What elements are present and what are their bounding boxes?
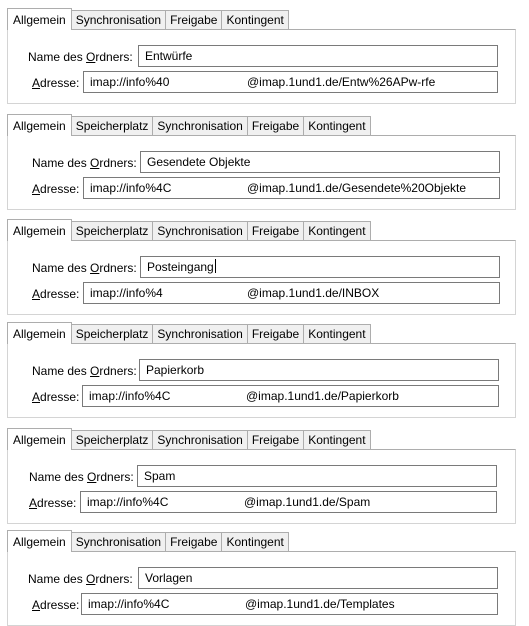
tab-content <box>7 449 516 524</box>
tab-kontingent[interactable]: Kontingent <box>221 532 288 552</box>
address-prefix: imap://info%40 <box>90 75 170 89</box>
text-cursor <box>215 259 216 273</box>
address-field[interactable] <box>83 177 500 199</box>
tab-freigabe[interactable]: Freigabe <box>247 221 304 241</box>
address-suffix: @imap.1und1.de/Templates <box>245 597 395 611</box>
tab-allgemein[interactable]: Allgemein <box>7 219 72 241</box>
folder-name-label: Name des Ordners: <box>29 470 134 484</box>
tab-allgemein[interactable]: Allgemein <box>7 530 72 552</box>
folder-name-value: Posteingang <box>147 260 214 274</box>
address-suffix: @imap.1und1.de/Entw%26APw-rfe <box>247 75 436 89</box>
address-field[interactable] <box>83 282 500 304</box>
tab-kontingent[interactable]: Kontingent <box>303 430 370 450</box>
address-label: Adresse: <box>32 390 80 404</box>
tab-speicherplatz[interactable]: Speicherplatz <box>71 221 154 241</box>
tab-strip <box>7 428 370 450</box>
address-prefix: imap://info%4 <box>90 286 163 300</box>
tab-strip <box>7 219 370 241</box>
tab-content <box>7 551 516 626</box>
tab-content <box>7 343 516 418</box>
tab-freigabe[interactable]: Freigabe <box>165 532 222 552</box>
address-suffix: @imap.1und1.de/Spam <box>244 495 371 509</box>
tab-freigabe[interactable]: Freigabe <box>165 10 222 30</box>
folder-name-field[interactable]: Gesendete Objekte <box>140 151 500 173</box>
folder-name-field[interactable]: Entwürfe <box>138 45 498 67</box>
tab-freigabe[interactable]: Freigabe <box>247 324 304 344</box>
tab-kontingent[interactable]: Kontingent <box>303 324 370 344</box>
tab-strip <box>7 114 370 136</box>
folder-name-label: Name des Ordners: <box>32 156 137 170</box>
address-prefix: imap://info%4C <box>88 597 170 611</box>
tab-freigabe[interactable]: Freigabe <box>247 430 304 450</box>
tab-allgemein[interactable]: Allgemein <box>7 428 72 450</box>
tab-synchronisation[interactable]: Synchronisation <box>152 116 247 136</box>
tab-kontingent[interactable]: Kontingent <box>303 221 370 241</box>
address-field[interactable] <box>80 491 497 513</box>
tab-synchronisation[interactable]: Synchronisation <box>71 10 166 30</box>
tab-allgemein[interactable]: Allgemein <box>7 8 72 30</box>
address-field[interactable] <box>83 71 498 93</box>
tab-strip <box>7 530 288 552</box>
tab-speicherplatz[interactable]: Speicherplatz <box>71 116 154 136</box>
tab-kontingent[interactable]: Kontingent <box>221 10 288 30</box>
address-field[interactable] <box>82 385 499 407</box>
tab-allgemein[interactable]: Allgemein <box>7 114 72 136</box>
tab-synchronisation[interactable]: Synchronisation <box>152 221 247 241</box>
folder-name-label: Name des Ordners: <box>28 50 133 64</box>
address-label: Adresse: <box>32 287 80 301</box>
folder-name-field[interactable]: Vorlagen <box>138 567 498 589</box>
address-suffix: @imap.1und1.de/INBOX <box>247 286 380 300</box>
address-prefix: imap://info%4C <box>87 495 169 509</box>
folder-name-label: Name des Ordners: <box>32 261 137 275</box>
tab-synchronisation[interactable]: Synchronisation <box>152 324 247 344</box>
address-suffix: @imap.1und1.de/Gesendete%20Objekte <box>247 181 466 195</box>
tab-freigabe[interactable]: Freigabe <box>247 116 304 136</box>
address-field[interactable] <box>81 593 498 615</box>
tab-kontingent[interactable]: Kontingent <box>303 116 370 136</box>
folder-name-label: Name des Ordners: <box>32 364 137 378</box>
address-prefix: imap://info%4C <box>90 181 172 195</box>
folder-name-field[interactable] <box>140 256 500 278</box>
tab-content <box>7 135 516 210</box>
tab-allgemein[interactable]: Allgemein <box>7 322 72 344</box>
tab-content <box>7 29 516 104</box>
address-prefix: imap://info%4C <box>89 389 171 403</box>
tab-speicherplatz[interactable]: Speicherplatz <box>71 430 154 450</box>
address-label: Adresse: <box>32 598 80 612</box>
folder-name-label: Name des Ordners: <box>28 572 133 586</box>
address-label: Adresse: <box>32 182 80 196</box>
address-suffix: @imap.1und1.de/Papierkorb <box>246 389 399 403</box>
address-label: Adresse: <box>32 76 80 90</box>
tab-speicherplatz[interactable]: Speicherplatz <box>71 324 154 344</box>
tab-synchronisation[interactable]: Synchronisation <box>152 430 247 450</box>
tab-strip <box>7 8 288 30</box>
tab-content <box>7 240 516 315</box>
folder-name-field[interactable]: Papierkorb <box>139 359 499 381</box>
tab-strip <box>7 322 370 344</box>
folder-name-field[interactable]: Spam <box>137 465 497 487</box>
tab-synchronisation[interactable]: Synchronisation <box>71 532 166 552</box>
address-label: Adresse: <box>29 496 77 510</box>
